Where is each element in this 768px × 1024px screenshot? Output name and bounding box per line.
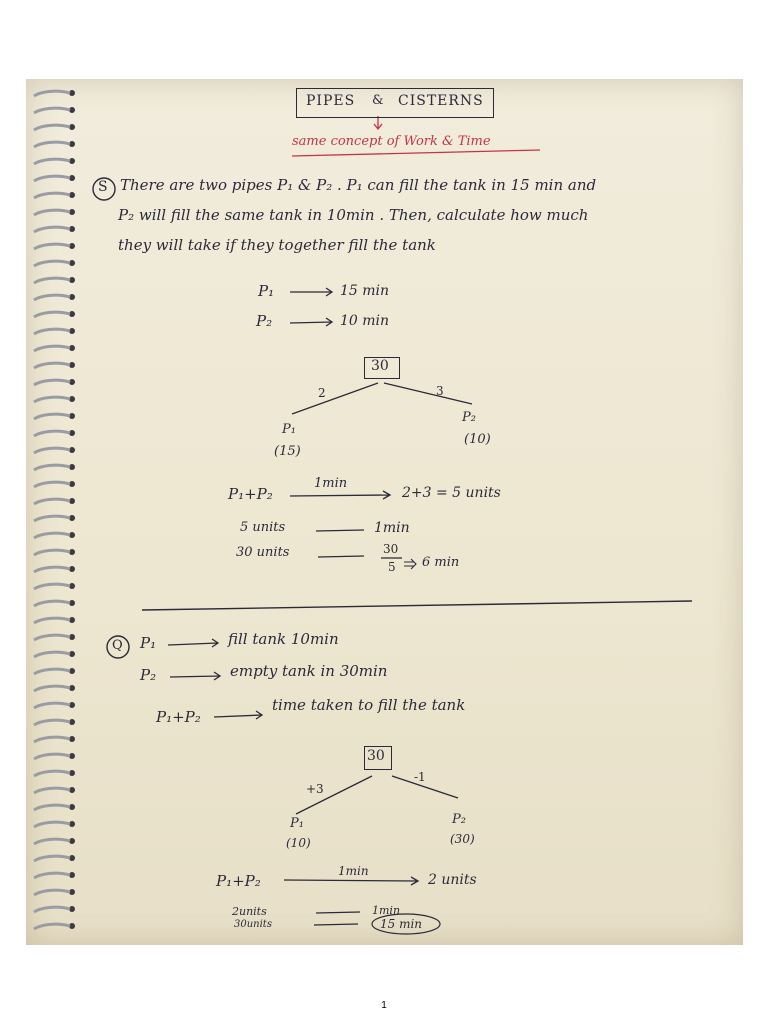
q2-combined-arrow-label: 1min (338, 864, 369, 878)
binding-ring (34, 652, 70, 657)
binding-ring (34, 193, 70, 198)
binding-ring (34, 720, 70, 725)
q1-left-time: (15) (274, 444, 301, 459)
binding-ring (34, 839, 70, 844)
spiral-binding (26, 79, 88, 945)
q1-text-line2: P₂ will fill the same tank in 10min . Then, calculate how much (118, 206, 589, 224)
q2-lcm: 30 (367, 748, 385, 764)
binding-ring (34, 108, 70, 113)
q1-text-line1: There are two pipes P₁ & P₂ . P₁ can fill the tank in 15 min and (120, 176, 597, 194)
binding-ring (34, 584, 70, 589)
binding-ring (34, 805, 70, 810)
subtitle: same concept of Work & Time (292, 134, 491, 149)
binding-ring (34, 482, 70, 487)
binding-ring (34, 703, 70, 708)
q1-lcm: 30 (371, 358, 389, 374)
q2-line1-text: fill tank 10min (228, 630, 339, 648)
binding-ring (34, 856, 70, 861)
binding-ring (34, 907, 70, 912)
binding-ring (34, 176, 70, 181)
binding-ring (34, 312, 70, 317)
q2-line2-label: P₂ (140, 666, 157, 684)
q2-left-pipe: P₁ (290, 816, 304, 831)
q2-line1-label: P₁ (140, 634, 157, 652)
q1-given2-label: P₂ (256, 312, 273, 330)
binding-ring (34, 210, 70, 215)
q2-right-pipe: P₂ (452, 812, 466, 827)
binding-ring (34, 822, 70, 827)
binding-ring (34, 159, 70, 164)
q2-combined-result: 2 units (428, 872, 477, 888)
binding-ring (34, 618, 70, 623)
binding-ring (34, 601, 70, 606)
binding-ring (34, 550, 70, 555)
binding-ring (34, 635, 70, 640)
binding-ring (34, 346, 70, 351)
binding-ring (34, 380, 70, 385)
q1-step2-num: 30 (383, 542, 399, 556)
q2-step1-right: 1min (372, 904, 401, 917)
binding-ring (34, 465, 70, 470)
binding-ring (34, 686, 70, 691)
binding-ring (34, 414, 70, 419)
q1-left-pipe: P₁ (282, 422, 296, 437)
q2-line2-text: empty tank in 30min (230, 662, 388, 680)
binding-ring (34, 329, 70, 334)
binding-ring (34, 227, 70, 232)
binding-ring (34, 754, 70, 759)
binding-ring (34, 890, 70, 895)
binding-ring (34, 788, 70, 793)
q1-step2-den: 5 (388, 560, 396, 574)
title-right: CISTERNS (398, 93, 484, 109)
q1-right-time: (10) (464, 432, 491, 447)
q1-step2-left: 30 units (236, 545, 290, 560)
q1-combined-result: 2+3 = 5 units (402, 485, 501, 501)
binding-ring (34, 516, 70, 521)
binding-ring (34, 533, 70, 538)
q2-left-time: (10) (286, 836, 311, 850)
binding-ring (34, 278, 70, 283)
q1-combined-arrow-label: 1min (314, 476, 348, 491)
q1-step1-right: 1min (374, 520, 410, 536)
q1-right-rate: 3 (436, 384, 444, 398)
binding-ring (34, 125, 70, 130)
binding-ring (34, 499, 70, 504)
q2-step2-left: 30units (234, 919, 272, 930)
q1-right-pipe: P₂ (462, 410, 476, 425)
q1-given2-value: 10 min (340, 313, 390, 329)
binding-ring (34, 91, 70, 96)
q2-line3-text: time taken to fill the tank (272, 696, 466, 714)
q1-given1-value: 15 min (340, 283, 390, 299)
binding-ring (34, 244, 70, 249)
title-amp: & (372, 93, 384, 108)
binding-ring (34, 771, 70, 776)
binding-ring (34, 295, 70, 300)
binding-ring (34, 567, 70, 572)
q2-right-rate: -1 (414, 770, 426, 784)
q1-text-line3: they will take if they together fill the tank (118, 236, 436, 254)
page-number: 1 (381, 1000, 387, 1011)
q2-step1-left: 2units (232, 905, 267, 918)
binding-ring (34, 873, 70, 878)
q2-step2-right: 15 min (380, 917, 423, 931)
q1-given1-label: P₁ (258, 282, 275, 300)
binding-ring (34, 669, 70, 674)
q2-left-rate: +3 (306, 782, 324, 796)
q1-step1-left: 5 units (240, 520, 286, 535)
binding-ring (34, 142, 70, 147)
q1-step2-result: 6 min (422, 555, 460, 570)
binding-ring (34, 448, 70, 453)
q2-combined-label: P₁+P₂ (216, 872, 261, 890)
q2-line3-label: P₁+P₂ (156, 708, 201, 726)
binding-ring (34, 431, 70, 436)
title-left: PIPES (306, 93, 356, 109)
q2-marker: Q (112, 638, 123, 653)
binding-ring (34, 261, 70, 266)
q1-left-rate: 2 (318, 386, 326, 400)
binding-ring (34, 737, 70, 742)
q2-right-time: (30) (450, 832, 475, 846)
q1-marker: S (98, 179, 108, 195)
q1-combined-label: P₁+P₂ (228, 485, 273, 503)
binding-ring (34, 397, 70, 402)
binding-ring (34, 924, 70, 929)
binding-ring (34, 363, 70, 368)
